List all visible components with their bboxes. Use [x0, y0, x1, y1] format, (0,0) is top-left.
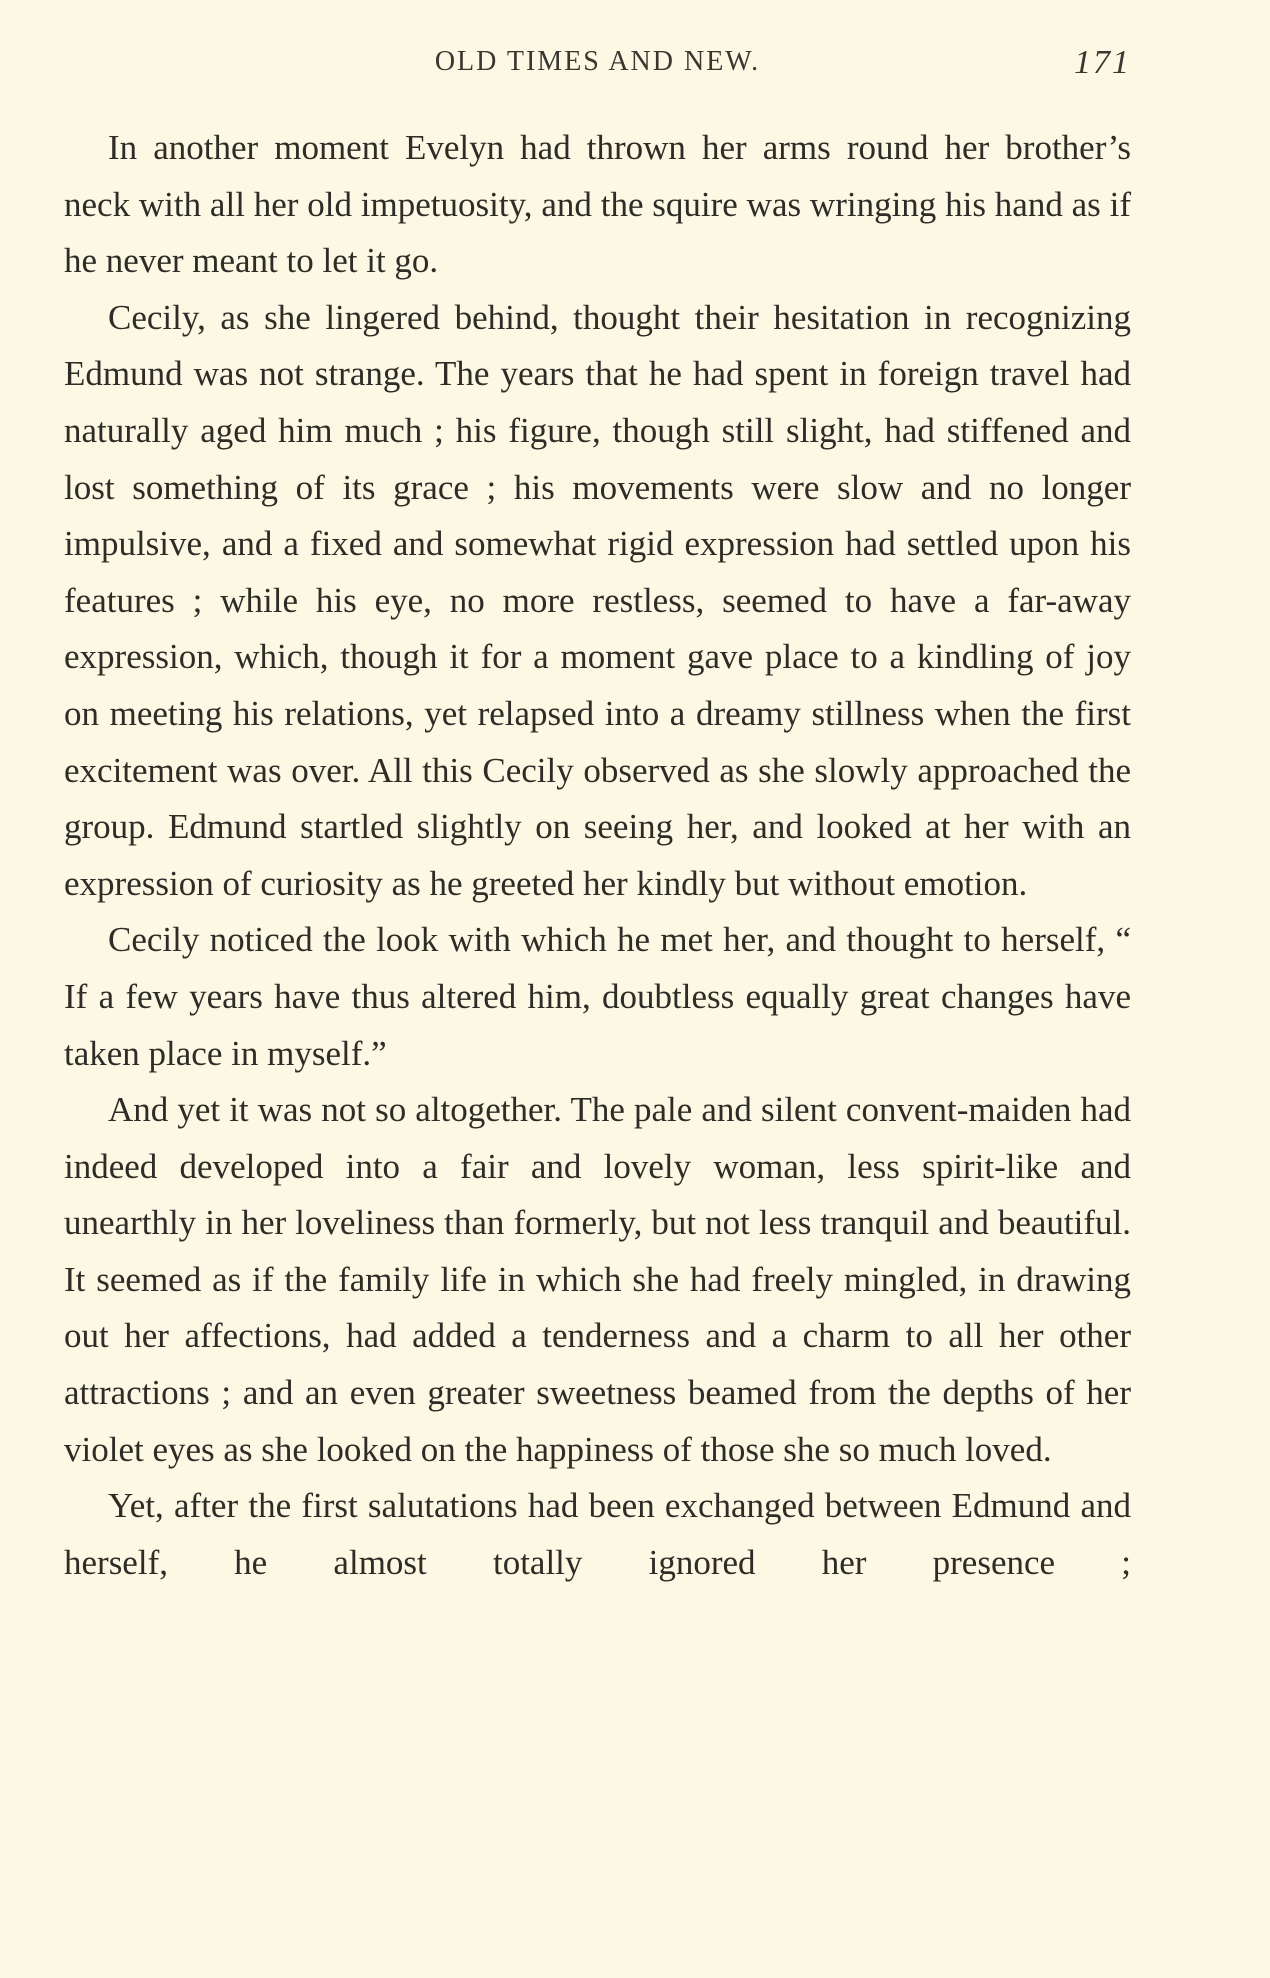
- paragraph: Cecily noticed the look with which he met her, and thought to herself, “ If a few years have thus altered him, doubtless equally great changes have taken place in myself.”: [64, 920, 1131, 1073]
- running-title: OLD TIMES AND NEW.: [434, 46, 761, 77]
- paragraph: And yet it was not so altogether. The pale and silent convent-maiden had indeed developed into a fair and lovely woman, less spirit-like and unearthly in her loveliness than formerly, but not less tranquil and beautiful. It seemed as if the family life in which she had freely mingled, in drawing out her affections, had added a tenderness and a charm to all her other attractions ; and an even greater sweetness beamed from the depths of her violet eyes as she looked on the happiness of those she so much loved.: [64, 1090, 1131, 1469]
- running-head: [64, 44, 1131, 94]
- paragraph: Cecily, as she lingered behind, thought their hesitation in recognizing Edmund was not strange. The years that he had spent in foreign travel had naturally aged him much ; his figure, though still slight, had stiffened and lost something of its grace ; his movements were slow and no longer impulsive, and a fixed and somewhat rigid expression had settled upon his features ; while his eye, no more restless, seemed to have a far-away expression, which, though it for a moment gave place to a kindling of joy on meeting his relations, yet relapsed into a dreamy stillness when the first excitement was over. All this Cecily observed as she slowly approached the group. Edmund startled slightly on seeing her, and looked at her with an expression of curiosity as he greeted her kindly but without emotion.: [64, 297, 1131, 903]
- paragraph: In another moment Evelyn had thrown her arms round her brother’s neck with all her old impetuosity, and the squire was wringing his hand as if he never meant to let it go.: [64, 128, 1131, 281]
- page-number: 171: [1074, 44, 1131, 81]
- paragraph: Yet, after the first salutations had been exchanged between Edmund and herself, he almost totally ignored her presence ;: [64, 1486, 1131, 1582]
- body-text: [64, 120, 1131, 1591]
